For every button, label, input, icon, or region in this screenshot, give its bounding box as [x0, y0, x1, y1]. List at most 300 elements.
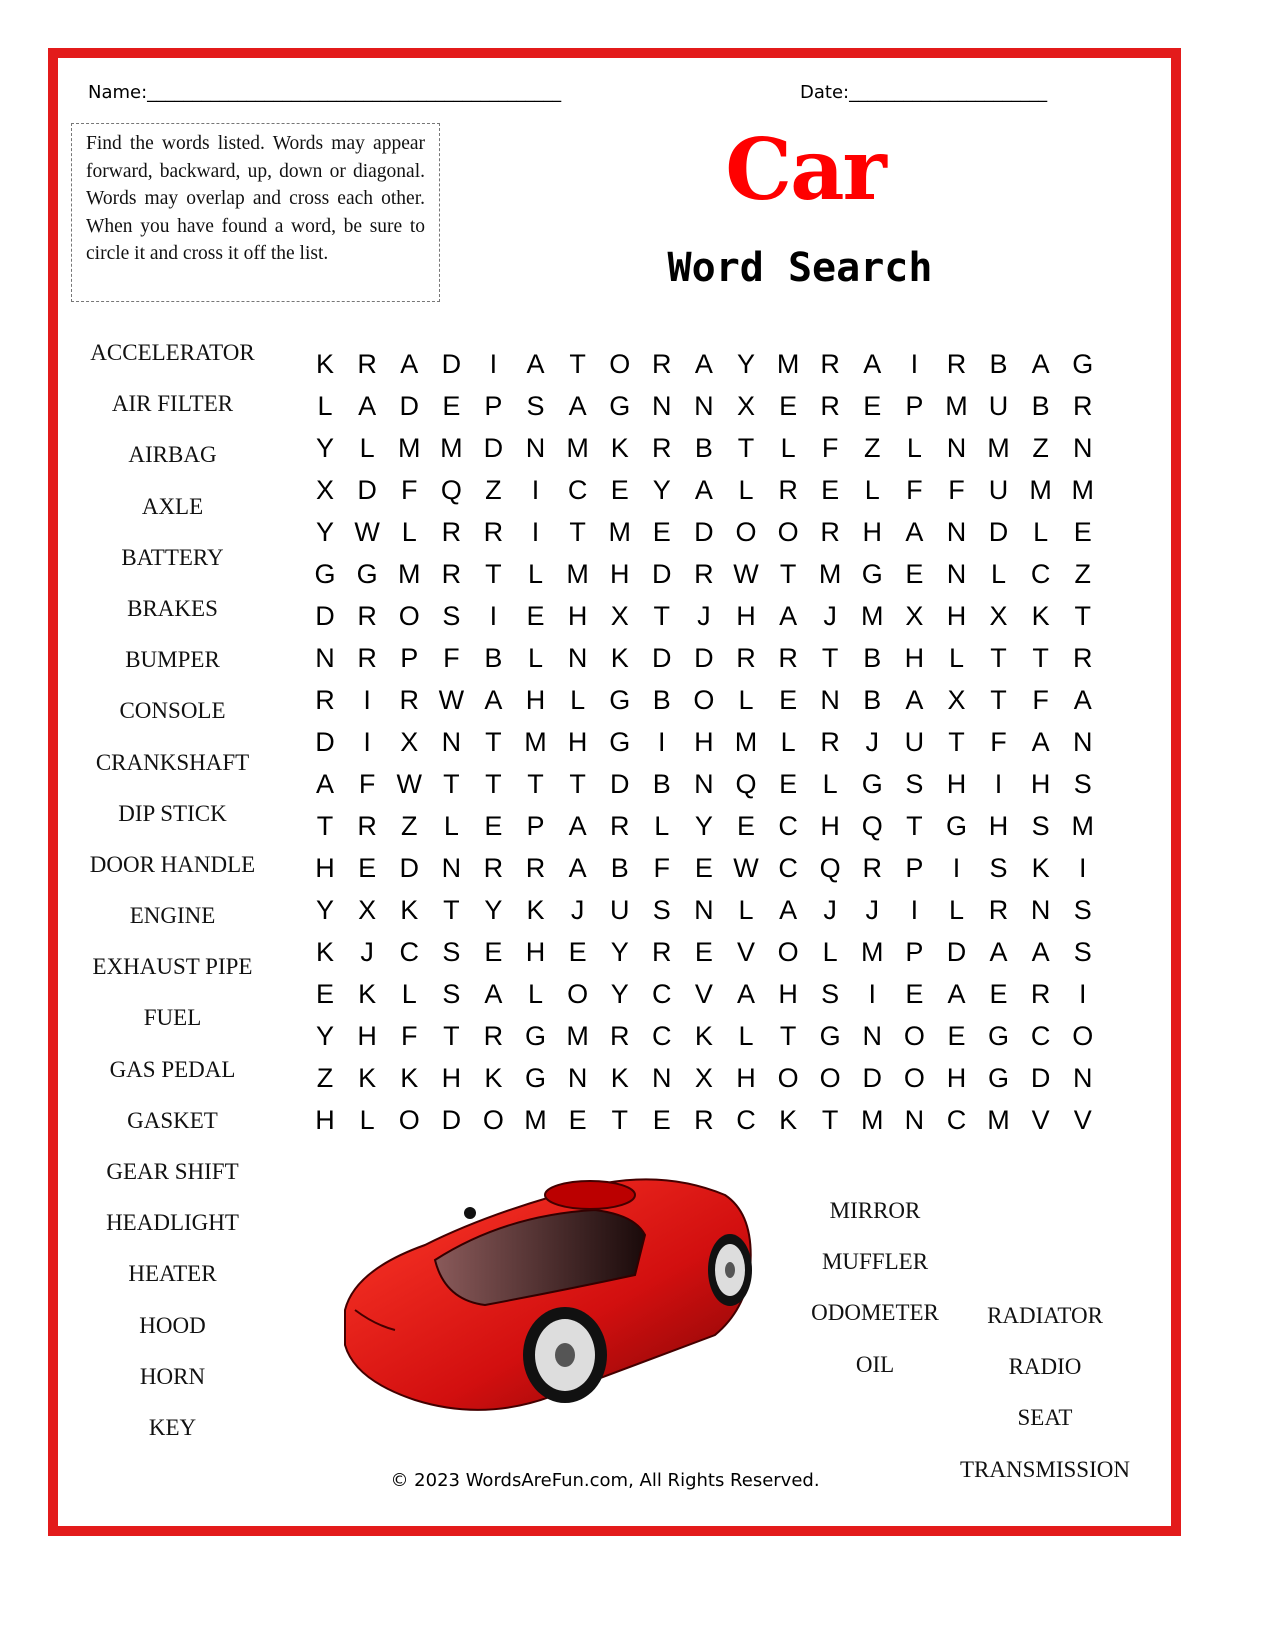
grid-cell[interactable]: N: [1072, 727, 1093, 757]
grid-cell[interactable]: V: [694, 979, 713, 1009]
grid-cell[interactable]: F: [653, 853, 671, 883]
grid-cell[interactable]: S: [442, 937, 461, 967]
grid-cell[interactable]: N: [694, 769, 714, 799]
grid-cell[interactable]: E: [694, 937, 713, 967]
grid-cell[interactable]: R: [778, 643, 798, 673]
grid-cell[interactable]: D: [441, 349, 462, 379]
grid-cell[interactable]: Y: [316, 517, 335, 547]
grid-cell[interactable]: Y: [316, 433, 335, 463]
grid-cell[interactable]: F: [1032, 685, 1049, 715]
grid-cell[interactable]: S: [442, 979, 461, 1009]
grid-cell[interactable]: E: [610, 475, 629, 505]
grid-cell[interactable]: G: [609, 727, 631, 757]
grid-cell[interactable]: L: [738, 685, 754, 715]
grid-cell[interactable]: T: [443, 895, 460, 925]
grid-cell[interactable]: T: [1074, 601, 1091, 631]
grid-cell[interactable]: K: [779, 1105, 798, 1135]
grid-cell[interactable]: C: [946, 1105, 967, 1135]
grid-cell[interactable]: S: [1031, 811, 1050, 841]
grid-cell[interactable]: S: [905, 769, 924, 799]
grid-cell[interactable]: T: [990, 685, 1007, 715]
grid-cell[interactable]: H: [946, 601, 967, 631]
grid-cell[interactable]: U: [609, 895, 630, 925]
grid-cell[interactable]: K: [316, 349, 335, 379]
grid-cell[interactable]: A: [484, 979, 503, 1009]
grid-cell[interactable]: G: [988, 1021, 1010, 1051]
grid-cell[interactable]: I: [1078, 979, 1087, 1009]
grid-cell[interactable]: Q: [735, 769, 757, 799]
grid-cell[interactable]: K: [316, 937, 335, 967]
grid-cell[interactable]: A: [568, 853, 587, 883]
grid-cell[interactable]: C: [1030, 1021, 1051, 1051]
grid-cell[interactable]: L: [738, 1021, 754, 1051]
grid-cell[interactable]: M: [861, 937, 884, 967]
grid-cell[interactable]: F: [906, 475, 923, 505]
grid-cell[interactable]: C: [652, 1021, 672, 1051]
grid-cell[interactable]: H: [736, 601, 756, 631]
grid-cell[interactable]: T: [527, 769, 544, 799]
grid-cell[interactable]: N: [567, 643, 588, 673]
grid-cell[interactable]: X: [316, 475, 335, 505]
grid-cell[interactable]: E: [442, 391, 461, 421]
grid-cell[interactable]: T: [485, 727, 502, 757]
grid-cell[interactable]: H: [315, 853, 335, 883]
grid-cell[interactable]: F: [358, 769, 376, 799]
grid-cell[interactable]: L: [948, 643, 964, 673]
grid-cell[interactable]: C: [399, 937, 419, 967]
grid-cell[interactable]: G: [1072, 349, 1094, 379]
grid-cell[interactable]: H: [315, 1105, 335, 1135]
grid-cell[interactable]: S: [652, 895, 671, 925]
grid-cell[interactable]: E: [1073, 517, 1092, 547]
grid-cell[interactable]: A: [1031, 937, 1050, 967]
grid-cell[interactable]: M: [566, 559, 589, 589]
grid-cell[interactable]: Y: [316, 1021, 335, 1051]
grid-cell[interactable]: K: [526, 895, 545, 925]
grid-cell[interactable]: R: [820, 349, 840, 379]
grid-cell[interactable]: R: [483, 517, 504, 547]
grid-cell[interactable]: I: [489, 349, 498, 379]
grid-cell[interactable]: R: [483, 1021, 504, 1051]
grid-cell[interactable]: L: [528, 643, 544, 673]
grid-cell[interactable]: M: [1071, 811, 1094, 841]
grid-cell[interactable]: R: [441, 559, 462, 589]
grid-cell[interactable]: S: [821, 979, 840, 1009]
grid-cell[interactable]: G: [861, 769, 883, 799]
grid-cell[interactable]: E: [694, 853, 713, 883]
grid-cell[interactable]: N: [946, 559, 967, 589]
grid-cell[interactable]: M: [524, 727, 547, 757]
grid-cell[interactable]: A: [779, 601, 798, 631]
grid-cell[interactable]: T: [948, 727, 965, 757]
grid-cell[interactable]: J: [360, 937, 374, 967]
grid-cell[interactable]: T: [990, 643, 1007, 673]
grid-cell[interactable]: J: [697, 601, 711, 631]
grid-cell[interactable]: O: [609, 349, 631, 379]
grid-cell[interactable]: A: [358, 391, 377, 421]
grid-cell[interactable]: A: [484, 685, 503, 715]
grid-cell[interactable]: K: [1031, 601, 1050, 631]
grid-cell[interactable]: A: [400, 349, 419, 379]
grid-cell[interactable]: M: [566, 1021, 589, 1051]
grid-cell[interactable]: O: [777, 1063, 799, 1093]
grid-cell[interactable]: W: [396, 769, 422, 799]
grid-cell[interactable]: Y: [694, 811, 713, 841]
grid-cell[interactable]: B: [652, 769, 671, 799]
grid-cell[interactable]: E: [568, 937, 587, 967]
grid-cell[interactable]: X: [736, 391, 755, 421]
grid-cell[interactable]: E: [316, 979, 335, 1009]
grid-cell[interactable]: O: [777, 517, 799, 547]
grid-cell[interactable]: R: [483, 853, 504, 883]
grid-cell[interactable]: T: [569, 517, 586, 547]
grid-cell[interactable]: K: [610, 1063, 629, 1093]
grid-cell[interactable]: V: [1073, 1105, 1092, 1135]
grid-cell[interactable]: R: [820, 517, 840, 547]
grid-cell[interactable]: N: [904, 1105, 925, 1135]
grid-cell[interactable]: Z: [1074, 559, 1091, 589]
grid-cell[interactable]: D: [946, 937, 967, 967]
grid-cell[interactable]: L: [443, 811, 459, 841]
grid-cell[interactable]: B: [484, 643, 503, 673]
grid-cell[interactable]: X: [905, 601, 924, 631]
grid-cell[interactable]: A: [1073, 685, 1092, 715]
grid-cell[interactable]: Y: [610, 937, 629, 967]
name-field[interactable]: Name:______________________________________________: [88, 82, 562, 103]
grid-cell[interactable]: A: [905, 517, 924, 547]
grid-cell[interactable]: G: [945, 811, 967, 841]
grid-cell[interactable]: R: [778, 475, 798, 505]
grid-cell[interactable]: A: [1031, 349, 1050, 379]
grid-cell[interactable]: H: [904, 643, 925, 673]
grid-cell[interactable]: E: [358, 853, 377, 883]
grid-cell[interactable]: T: [906, 811, 923, 841]
grid-cell[interactable]: R: [441, 517, 462, 547]
grid-cell[interactable]: T: [316, 811, 334, 841]
grid-cell[interactable]: T: [569, 769, 586, 799]
grid-cell[interactable]: T: [1032, 643, 1049, 673]
grid-cell[interactable]: M: [776, 349, 800, 379]
date-field[interactable]: Date:______________________: [800, 82, 1048, 103]
grid-cell[interactable]: M: [440, 433, 463, 463]
grid-cell[interactable]: R: [609, 1021, 630, 1051]
grid-cell[interactable]: L: [738, 895, 754, 925]
grid-cell[interactable]: L: [780, 433, 796, 463]
grid-cell[interactable]: W: [438, 685, 465, 715]
grid-cell[interactable]: N: [694, 391, 714, 421]
grid-cell[interactable]: M: [861, 1105, 884, 1135]
grid-cell[interactable]: G: [609, 685, 631, 715]
grid-cell[interactable]: E: [905, 979, 924, 1009]
grid-cell[interactable]: W: [733, 853, 759, 883]
grid-cell[interactable]: L: [359, 1105, 375, 1135]
grid-cell[interactable]: E: [736, 811, 755, 841]
grid-cell[interactable]: O: [693, 685, 715, 715]
grid-cell[interactable]: K: [400, 1063, 419, 1093]
grid-cell[interactable]: L: [822, 937, 838, 967]
grid-cell[interactable]: D: [441, 1105, 462, 1135]
grid-cell[interactable]: L: [780, 727, 796, 757]
grid-cell[interactable]: N: [652, 1063, 672, 1093]
grid-cell[interactable]: K: [694, 1021, 713, 1051]
grid-cell[interactable]: J: [823, 601, 837, 631]
grid-cell[interactable]: Y: [484, 895, 503, 925]
grid-cell[interactable]: K: [610, 433, 629, 463]
grid-cell[interactable]: N: [946, 517, 967, 547]
grid-cell[interactable]: A: [568, 391, 587, 421]
grid-cell[interactable]: X: [358, 895, 377, 925]
grid-cell[interactable]: X: [610, 601, 629, 631]
grid-cell[interactable]: A: [989, 937, 1008, 967]
grid-cell[interactable]: P: [905, 937, 924, 967]
grid-cell[interactable]: R: [694, 1105, 714, 1135]
grid-cell[interactable]: X: [947, 685, 966, 715]
grid-cell[interactable]: D: [988, 517, 1009, 547]
grid-cell[interactable]: X: [400, 727, 419, 757]
grid-cell[interactable]: T: [569, 349, 586, 379]
grid-cell[interactable]: O: [398, 601, 420, 631]
grid-cell[interactable]: W: [354, 517, 380, 547]
grid-cell[interactable]: H: [525, 937, 546, 967]
grid-cell[interactable]: L: [738, 475, 754, 505]
grid-cell[interactable]: D: [694, 643, 714, 673]
grid-cell[interactable]: X: [694, 1063, 713, 1093]
grid-cell[interactable]: H: [694, 727, 714, 757]
grid-cell[interactable]: I: [868, 979, 877, 1009]
grid-cell[interactable]: Z: [316, 1063, 334, 1093]
grid-cell[interactable]: R: [652, 349, 672, 379]
grid-cell[interactable]: H: [441, 1063, 462, 1093]
grid-cell[interactable]: T: [779, 1021, 797, 1051]
grid-cell[interactable]: W: [733, 559, 759, 589]
grid-cell[interactable]: T: [653, 601, 671, 631]
grid-cell[interactable]: D: [315, 601, 335, 631]
grid-cell[interactable]: E: [526, 601, 545, 631]
grid-cell[interactable]: B: [1031, 391, 1050, 421]
grid-cell[interactable]: Z: [864, 433, 881, 463]
grid-cell[interactable]: R: [694, 559, 714, 589]
grid-cell[interactable]: F: [990, 727, 1007, 757]
grid-cell[interactable]: D: [483, 433, 504, 463]
grid-cell[interactable]: M: [861, 601, 884, 631]
grid-cell[interactable]: U: [988, 475, 1009, 505]
grid-cell[interactable]: M: [397, 433, 421, 463]
grid-cell[interactable]: H: [567, 601, 588, 631]
grid-cell[interactable]: D: [694, 517, 714, 547]
grid-cell[interactable]: I: [363, 685, 371, 715]
grid-cell[interactable]: L: [570, 685, 586, 715]
grid-cell[interactable]: H: [609, 559, 630, 589]
grid-cell[interactable]: M: [987, 1105, 1010, 1135]
grid-cell[interactable]: O: [567, 979, 589, 1009]
grid-cell[interactable]: M: [566, 433, 589, 463]
grid-cell[interactable]: R: [1030, 979, 1051, 1009]
grid-cell[interactable]: Y: [736, 349, 755, 379]
grid-cell[interactable]: J: [570, 895, 585, 925]
grid-cell[interactable]: L: [359, 433, 375, 463]
grid-cell[interactable]: R: [652, 937, 672, 967]
grid-cell[interactable]: G: [988, 1063, 1010, 1093]
grid-cell[interactable]: C: [652, 979, 672, 1009]
grid-cell[interactable]: H: [946, 769, 967, 799]
grid-cell[interactable]: K: [358, 979, 377, 1009]
grid-cell[interactable]: G: [861, 559, 883, 589]
grid-cell[interactable]: B: [652, 685, 671, 715]
grid-cell[interactable]: A: [863, 349, 882, 379]
grid-cell[interactable]: Q: [440, 475, 462, 505]
grid-cell[interactable]: N: [820, 685, 840, 715]
grid-cell[interactable]: I: [994, 769, 1003, 799]
grid-cell[interactable]: R: [988, 895, 1009, 925]
grid-cell[interactable]: R: [357, 811, 377, 841]
grid-cell[interactable]: C: [1030, 559, 1051, 589]
grid-cell[interactable]: C: [567, 475, 588, 505]
grid-cell[interactable]: D: [1030, 1063, 1051, 1093]
grid-cell[interactable]: Y: [652, 475, 671, 505]
grid-cell[interactable]: M: [818, 559, 842, 589]
grid-cell[interactable]: N: [525, 433, 546, 463]
grid-cell[interactable]: Y: [610, 979, 629, 1009]
grid-cell[interactable]: E: [779, 769, 798, 799]
grid-cell[interactable]: H: [862, 517, 883, 547]
grid-cell[interactable]: N: [946, 433, 967, 463]
grid-cell[interactable]: K: [610, 643, 629, 673]
grid-cell[interactable]: H: [820, 811, 840, 841]
grid-cell[interactable]: L: [401, 979, 417, 1009]
grid-cell[interactable]: S: [1073, 937, 1092, 967]
grid-cell[interactable]: D: [315, 727, 335, 757]
grid-cell[interactable]: P: [905, 853, 924, 883]
grid-cell[interactable]: A: [736, 979, 755, 1009]
grid-cell[interactable]: F: [443, 643, 460, 673]
grid-cell[interactable]: S: [1073, 769, 1092, 799]
grid-cell[interactable]: E: [989, 979, 1008, 1009]
grid-cell[interactable]: R: [946, 349, 967, 379]
grid-cell[interactable]: I: [1078, 853, 1087, 883]
grid-cell[interactable]: R: [357, 643, 377, 673]
grid-cell[interactable]: D: [399, 853, 419, 883]
grid-cell[interactable]: T: [737, 433, 755, 463]
grid-cell[interactable]: O: [735, 517, 757, 547]
grid-cell[interactable]: P: [400, 643, 419, 673]
grid-cell[interactable]: D: [357, 475, 377, 505]
grid-cell[interactable]: T: [443, 769, 460, 799]
grid-cell[interactable]: C: [736, 1105, 756, 1135]
grid-cell[interactable]: S: [1073, 895, 1092, 925]
grid-cell[interactable]: S: [526, 391, 545, 421]
grid-cell[interactable]: I: [531, 475, 540, 505]
grid-cell[interactable]: M: [987, 433, 1010, 463]
grid-cell[interactable]: L: [317, 391, 333, 421]
grid-cell[interactable]: Y: [316, 895, 335, 925]
grid-cell[interactable]: B: [694, 433, 713, 463]
grid-cell[interactable]: A: [568, 811, 587, 841]
grid-cell[interactable]: R: [820, 391, 840, 421]
grid-cell[interactable]: D: [652, 559, 672, 589]
grid-cell[interactable]: P: [526, 811, 545, 841]
grid-cell[interactable]: E: [652, 1105, 671, 1135]
grid-cell[interactable]: N: [1072, 433, 1093, 463]
grid-cell[interactable]: D: [609, 769, 630, 799]
grid-cell[interactable]: S: [989, 853, 1008, 883]
grid-cell[interactable]: N: [441, 727, 462, 757]
grid-cell[interactable]: R: [1072, 643, 1093, 673]
grid-cell[interactable]: F: [400, 475, 418, 505]
grid-cell[interactable]: Q: [819, 853, 841, 883]
grid-cell[interactable]: A: [316, 769, 335, 799]
grid-cell[interactable]: M: [945, 391, 968, 421]
grid-cell[interactable]: I: [489, 601, 498, 631]
grid-cell[interactable]: C: [778, 811, 798, 841]
grid-cell[interactable]: T: [485, 559, 502, 589]
grid-cell[interactable]: M: [1029, 475, 1052, 505]
grid-cell[interactable]: E: [484, 937, 503, 967]
grid-cell[interactable]: I: [658, 727, 666, 757]
grid-cell[interactable]: R: [652, 433, 672, 463]
grid-cell[interactable]: H: [736, 1063, 756, 1093]
grid-cell[interactable]: D: [399, 391, 419, 421]
grid-cell[interactable]: T: [443, 1021, 460, 1051]
grid-cell[interactable]: B: [989, 349, 1008, 379]
grid-cell[interactable]: A: [694, 475, 713, 505]
grid-cell[interactable]: I: [910, 895, 919, 925]
grid-cell[interactable]: O: [777, 937, 799, 967]
grid-cell[interactable]: N: [567, 1063, 588, 1093]
grid-cell[interactable]: R: [862, 853, 883, 883]
grid-cell[interactable]: H: [357, 1021, 377, 1051]
grid-cell[interactable]: A: [694, 349, 713, 379]
grid-cell[interactable]: O: [903, 1021, 925, 1051]
grid-cell[interactable]: M: [608, 517, 631, 547]
grid-cell[interactable]: O: [482, 1105, 504, 1135]
grid-cell[interactable]: K: [1031, 853, 1050, 883]
grid-cell[interactable]: R: [315, 685, 335, 715]
grid-cell[interactable]: E: [905, 559, 924, 589]
grid-cell[interactable]: R: [525, 853, 546, 883]
grid-cell[interactable]: M: [1071, 475, 1094, 505]
grid-cell[interactable]: L: [948, 895, 964, 925]
grid-cell[interactable]: L: [654, 811, 670, 841]
grid-cell[interactable]: G: [819, 1021, 841, 1051]
grid-cell[interactable]: V: [736, 937, 755, 967]
grid-cell[interactable]: J: [865, 727, 880, 757]
grid-cell[interactable]: A: [947, 979, 966, 1009]
grid-cell[interactable]: F: [821, 433, 839, 463]
grid-cell[interactable]: L: [822, 769, 838, 799]
grid-cell[interactable]: M: [524, 1105, 547, 1135]
grid-cell[interactable]: A: [1031, 727, 1050, 757]
grid-cell[interactable]: U: [904, 727, 925, 757]
grid-cell[interactable]: A: [526, 349, 545, 379]
grid-cell[interactable]: R: [736, 643, 756, 673]
grid-cell[interactable]: Q: [861, 811, 883, 841]
grid-cell[interactable]: B: [863, 643, 882, 673]
grid-cell[interactable]: H: [946, 1063, 967, 1093]
grid-cell[interactable]: L: [906, 433, 922, 463]
grid-cell[interactable]: U: [988, 391, 1009, 421]
grid-cell[interactable]: R: [1072, 391, 1093, 421]
grid-cell[interactable]: E: [568, 1105, 587, 1135]
grid-cell[interactable]: H: [778, 979, 798, 1009]
grid-cell[interactable]: T: [821, 643, 839, 673]
grid-cell[interactable]: J: [865, 895, 880, 925]
grid-cell[interactable]: N: [1072, 1063, 1093, 1093]
grid-cell[interactable]: N: [315, 643, 335, 673]
grid-cell[interactable]: T: [485, 769, 502, 799]
grid-cell[interactable]: V: [1031, 1105, 1050, 1135]
grid-cell[interactable]: E: [863, 391, 882, 421]
grid-cell[interactable]: R: [399, 685, 419, 715]
